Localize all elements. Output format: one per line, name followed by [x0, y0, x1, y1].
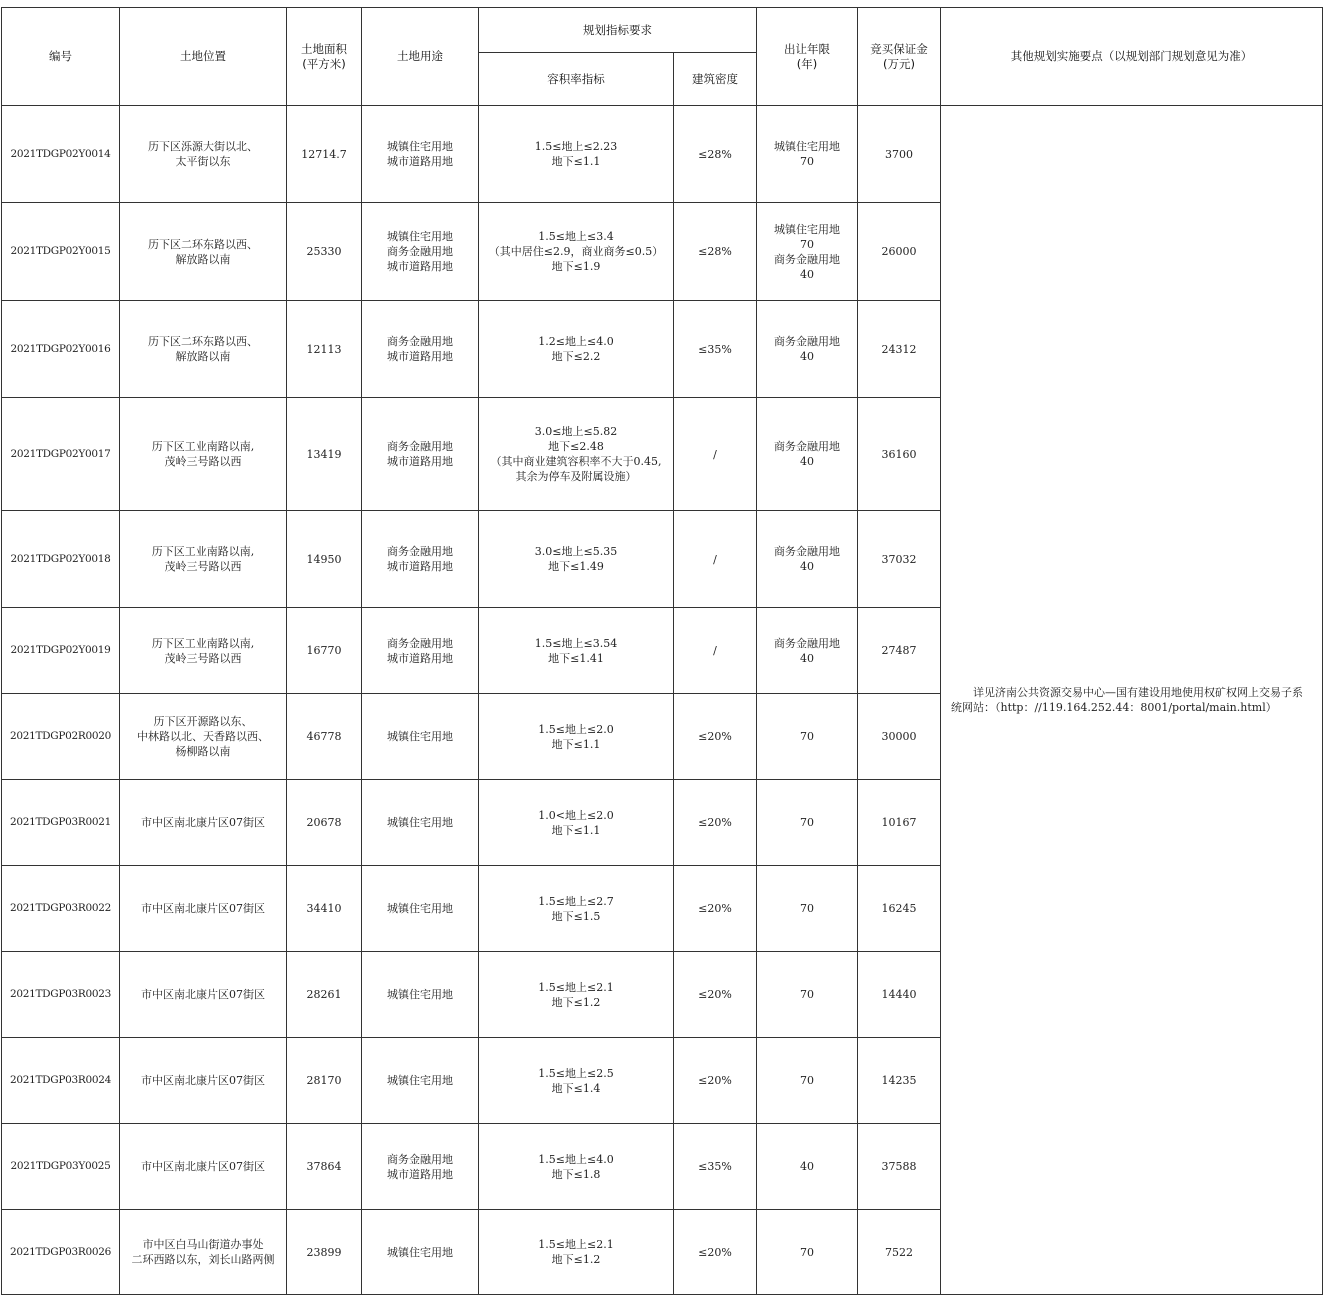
parcel-use: 城镇住宅用地: [362, 866, 479, 952]
parcel-area: 14950: [287, 511, 362, 608]
parcel-density: ≤20%: [674, 1210, 757, 1295]
parcel-use: 城镇住宅用地: [362, 952, 479, 1038]
header-area: 土地面积 (平方米): [287, 8, 362, 106]
parcel-density: ≤28%: [674, 203, 757, 301]
header-plan-group: 规划指标要求: [479, 8, 757, 53]
parcel-deposit: 7522: [858, 1210, 941, 1295]
parcel-density: /: [674, 511, 757, 608]
parcel-area: 23899: [287, 1210, 362, 1295]
parcel-id: 2021TDGP02Y0015: [2, 203, 120, 301]
parcel-deposit: 37588: [858, 1124, 941, 1210]
parcel-far: 3.0≤地上≤5.35 地下≤1.49: [479, 511, 674, 608]
parcel-id: 2021TDGP02R0020: [2, 694, 120, 780]
parcel-deposit: 27487: [858, 608, 941, 694]
table-row: [2, 106, 1323, 203]
parcel-far: 1.5≤地上≤2.23 地下≤1.1: [479, 106, 674, 203]
parcel-location: 市中区南北康片区07街区: [120, 1124, 287, 1210]
parcel-id: 2021TDGP03R0023: [2, 952, 120, 1038]
parcel-term: 城镇住宅用地 70 商务金融用地 40: [757, 203, 858, 301]
parcel-use: 商务金融用地 城市道路用地: [362, 301, 479, 398]
parcel-location: 历下区工业南路以南, 茂岭三号路以西: [120, 608, 287, 694]
parcel-far: 1.5≤地上≤3.54 地下≤1.41: [479, 608, 674, 694]
parcel-density: ≤35%: [674, 1124, 757, 1210]
parcel-density: /: [674, 398, 757, 511]
parcel-far: 3.0≤地上≤5.82 地下≤2.48 （其中商业建筑容积率不大于0.45, 其余为停车及附属设施）: [479, 398, 674, 511]
parcel-far: 1.0<地上≤2.0 地下≤1.1: [479, 780, 674, 866]
parcel-term: 70: [757, 1038, 858, 1124]
parcel-area: 28261: [287, 952, 362, 1038]
parcel-far: 1.5≤地上≤2.5 地下≤1.4: [479, 1038, 674, 1124]
parcel-location: 市中区南北康片区07街区: [120, 952, 287, 1038]
parcel-far: 1.5≤地上≤3.4 （其中居住≤2.9，商业商务≤0.5） 地下≤1.9: [479, 203, 674, 301]
parcel-location: 市中区南北康片区07街区: [120, 780, 287, 866]
parcel-far: 1.5≤地上≤2.1 地下≤1.2: [479, 952, 674, 1038]
parcel-far: 1.5≤地上≤2.0 地下≤1.1: [479, 694, 674, 780]
parcel-deposit: 37032: [858, 511, 941, 608]
parcel-deposit: 30000: [858, 694, 941, 780]
parcel-area: 13419: [287, 398, 362, 511]
parcel-deposit: 3700: [858, 106, 941, 203]
parcel-use: 商务金融用地 城市道路用地: [362, 608, 479, 694]
parcel-location: 市中区白马山街道办事处 二环西路以东，刘长山路两侧: [120, 1210, 287, 1295]
parcel-area: 20678: [287, 780, 362, 866]
header-far: 容积率指标: [479, 53, 674, 106]
parcel-density: /: [674, 608, 757, 694]
parcel-deposit: 10167: [858, 780, 941, 866]
header-deposit: 竞买保证金 (万元): [858, 8, 941, 106]
parcel-use: 城镇住宅用地: [362, 694, 479, 780]
parcel-term: 商务金融用地 40: [757, 398, 858, 511]
parcel-id: 2021TDGP02Y0018: [2, 511, 120, 608]
parcel-id: 2021TDGP02Y0014: [2, 106, 120, 203]
parcel-area: 46778: [287, 694, 362, 780]
parcel-area: 34410: [287, 866, 362, 952]
parcel-deposit: 16245: [858, 866, 941, 952]
parcel-deposit: 24312: [858, 301, 941, 398]
parcel-density: ≤20%: [674, 780, 757, 866]
parcel-density: ≤20%: [674, 952, 757, 1038]
header-id: 编号: [2, 8, 120, 106]
parcel-area: 28170: [287, 1038, 362, 1124]
parcel-location: 历下区二环东路以西、 解放路以南: [120, 203, 287, 301]
parcel-term: 70: [757, 866, 858, 952]
parcel-use: 城镇住宅用地 城市道路用地: [362, 106, 479, 203]
parcel-deposit: 14440: [858, 952, 941, 1038]
parcel-id: 2021TDGP02Y0016: [2, 301, 120, 398]
header-term: 出让年限 (年): [757, 8, 858, 106]
parcel-location: 市中区南北康片区07街区: [120, 1038, 287, 1124]
parcel-far: 1.5≤地上≤2.7 地下≤1.5: [479, 866, 674, 952]
parcel-location: 市中区南北康片区07街区: [120, 866, 287, 952]
parcel-term: 商务金融用地 40: [757, 301, 858, 398]
parcel-id: 2021TDGP02Y0017: [2, 398, 120, 511]
parcel-density: ≤20%: [674, 694, 757, 780]
parcel-use: 城镇住宅用地 商务金融用地 城市道路用地: [362, 203, 479, 301]
parcel-area: 25330: [287, 203, 362, 301]
parcel-use: 城镇住宅用地: [362, 1038, 479, 1124]
parcel-id: 2021TDGP03R0024: [2, 1038, 120, 1124]
parcel-term: 70: [757, 780, 858, 866]
parcel-use: 商务金融用地 城市道路用地: [362, 511, 479, 608]
parcel-density: ≤35%: [674, 301, 757, 398]
parcel-id: 2021TDGP03R0026: [2, 1210, 120, 1295]
parcel-id: 2021TDGP03R0022: [2, 866, 120, 952]
header-location: 土地位置: [120, 8, 287, 106]
parcel-use: 城镇住宅用地: [362, 1210, 479, 1295]
parcel-density: ≤28%: [674, 106, 757, 203]
parcel-id: 2021TDGP03R0021: [2, 780, 120, 866]
header-notes: 其他规划实施要点（以规划部门规划意见为准）: [941, 8, 1323, 106]
parcel-use: 城镇住宅用地: [362, 780, 479, 866]
parcel-deposit: 14235: [858, 1038, 941, 1124]
parcel-area: 37864: [287, 1124, 362, 1210]
parcel-location: 历下区二环东路以西、 解放路以南: [120, 301, 287, 398]
parcel-far: 1.5≤地上≤4.0 地下≤1.8: [479, 1124, 674, 1210]
parcel-term: 40: [757, 1124, 858, 1210]
parcel-term: 70: [757, 1210, 858, 1295]
parcel-term: 70: [757, 952, 858, 1038]
parcel-deposit: 26000: [858, 203, 941, 301]
parcel-location: 历下区开源路以东、 中林路以北、天香路以西、 杨柳路以南: [120, 694, 287, 780]
header-use: 土地用途: [362, 8, 479, 106]
parcel-density: ≤20%: [674, 866, 757, 952]
parcel-far: 1.2≤地上≤4.0 地下≤2.2: [479, 301, 674, 398]
parcel-term: 商务金融用地 40: [757, 608, 858, 694]
parcel-area: 12714.7: [287, 106, 362, 203]
parcel-id: 2021TDGP02Y0019: [2, 608, 120, 694]
parcel-area: 12113: [287, 301, 362, 398]
parcel-location: 历下区工业南路以南, 茂岭三号路以西: [120, 511, 287, 608]
parcel-location: 历下区泺源大街以北、 太平街以东: [120, 106, 287, 203]
land-parcel-table: [1, 7, 1323, 1295]
header-density: 建筑密度: [674, 53, 757, 106]
parcel-area: 16770: [287, 608, 362, 694]
parcel-location: 历下区工业南路以南, 茂岭三号路以西: [120, 398, 287, 511]
parcel-term: 城镇住宅用地 70: [757, 106, 858, 203]
parcel-term: 70: [757, 694, 858, 780]
parcel-deposit: 36160: [858, 398, 941, 511]
parcel-use: 商务金融用地 城市道路用地: [362, 1124, 479, 1210]
parcel-far: 1.5≤地上≤2.1 地下≤1.2: [479, 1210, 674, 1295]
parcel-density: ≤20%: [674, 1038, 757, 1124]
notes-cell: 详见济南公共资源交易中心—国有建设用地使用权矿权网上交易子系统网站：（http：//119.164.252.44：8001/portal/main.html）: [941, 106, 1323, 1295]
parcel-use: 商务金融用地 城市道路用地: [362, 398, 479, 511]
parcel-id: 2021TDGP03Y0025: [2, 1124, 120, 1210]
parcel-term: 商务金融用地 40: [757, 511, 858, 608]
